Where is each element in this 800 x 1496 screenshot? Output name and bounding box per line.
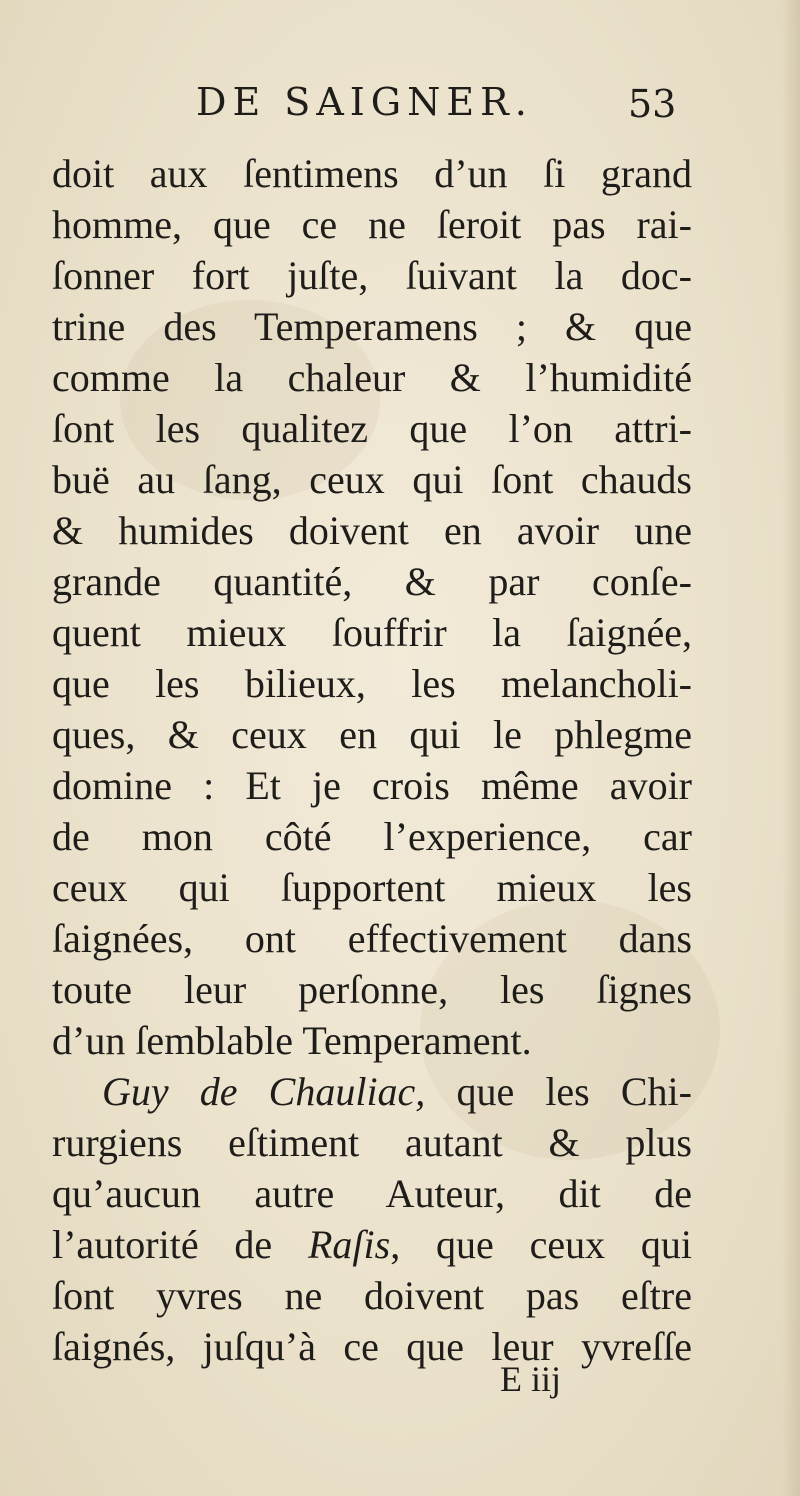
text-line: domine : Et je crois même avoir: [52, 763, 692, 808]
rasis-italic: Raſis: [307, 1222, 391, 1267]
text-line: ſont yvres ne doivent pas eſtre: [52, 1273, 692, 1318]
text-line: de mon côté l’experience, car: [52, 814, 692, 859]
text-line: [52, 1219, 692, 1270]
text-line: toute leur perſonne, les ſignes: [52, 967, 692, 1012]
text-line: ſaignés, juſqu’à ce que leur yvreſſe: [52, 1324, 692, 1369]
text-fragment: , que ceux qui: [390, 1222, 692, 1267]
text-line: que les bilieux, les melancholi-: [52, 661, 692, 706]
page-number: 53: [628, 82, 677, 126]
text-line: qu’aucun autre Auteur, dit de: [52, 1171, 692, 1216]
running-head: DE SAIGNER.: [196, 80, 533, 124]
text-line: quent mieux ſouffrir la ſaignée,: [52, 610, 692, 655]
text-fragment: que les Chi-: [425, 1069, 692, 1114]
text-line: grande quantité, & par conſe-: [52, 559, 692, 604]
paragraph-first-line: [52, 1066, 692, 1117]
page-header: [0, 80, 800, 140]
text-line: doit aux ſentimens d’un ſi grand: [52, 151, 692, 196]
text-line: comme la chaleur & l’humidité: [52, 355, 692, 400]
author-name-italic: Guy de Chauliac,: [102, 1069, 426, 1114]
text-fragment: l’autorité de: [52, 1222, 308, 1267]
signature-mark: E iij: [500, 1359, 561, 1399]
text-line: ſaignées, ont effectivement dans: [52, 916, 692, 961]
text-line: ques, & ceux en qui le phlegme: [52, 712, 692, 757]
text-line: d’un ſemblable Temperament.: [52, 1018, 532, 1063]
text-line: ſont les qualitez que l’on attri-: [52, 406, 692, 451]
text-line: ceux qui ſupportent mieux les: [52, 865, 692, 910]
text-line: & humides doivent en avoir une: [52, 508, 692, 553]
text-line: buë au ſang, ceux qui ſont chauds: [52, 457, 692, 502]
text-line: trine des Temperamens ; & que: [52, 304, 692, 349]
page-edge-shadow: [782, 0, 800, 1496]
body-text: [52, 148, 692, 1372]
text-line: ſonner fort juſte, ſuivant la doc-: [52, 253, 692, 298]
text-line: rurgiens eſtiment autant & plus: [52, 1120, 692, 1165]
text-line: homme, que ce ne ſeroit pas rai-: [52, 202, 692, 247]
